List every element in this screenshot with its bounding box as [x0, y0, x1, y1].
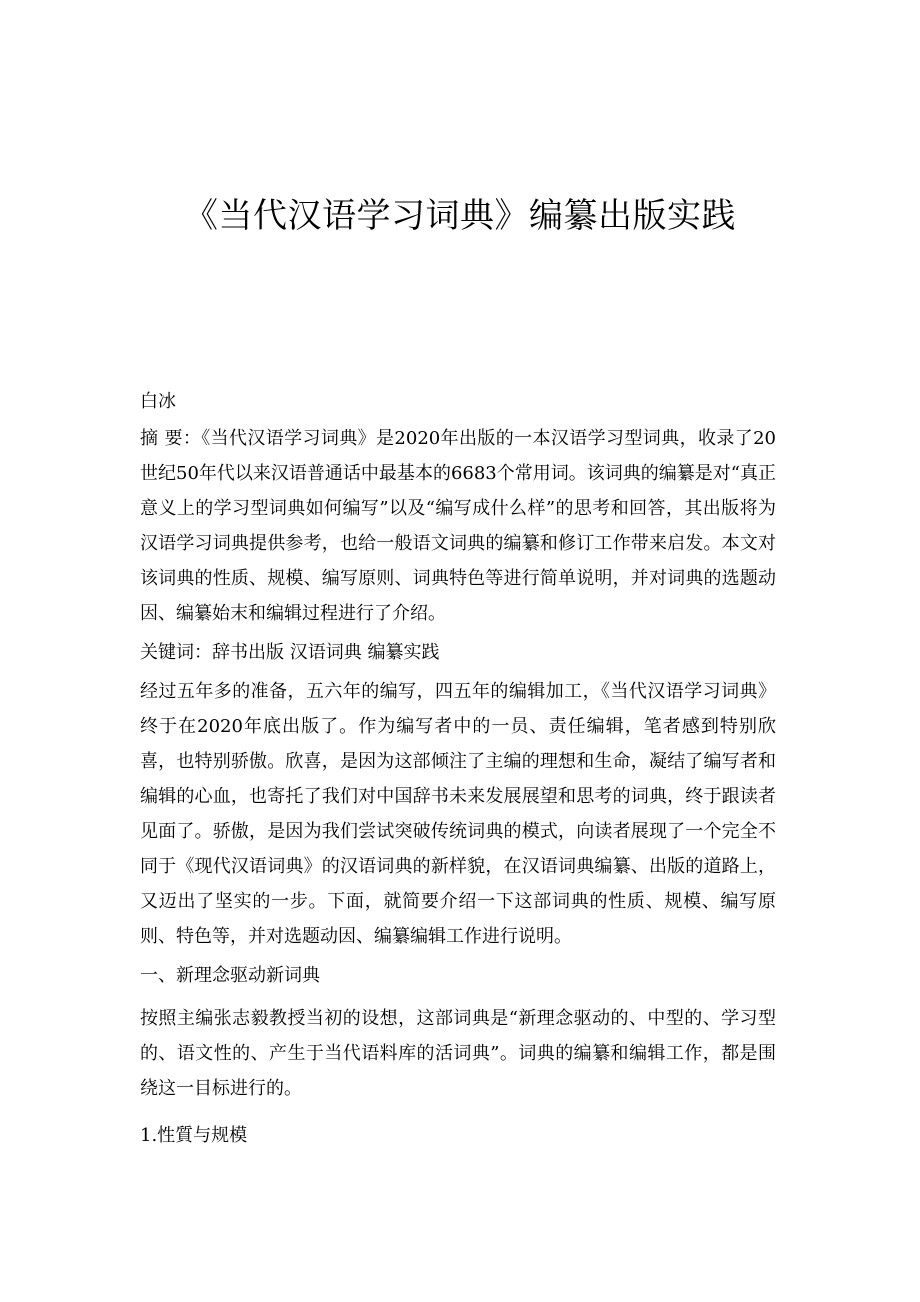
body-paragraph-section-1: 按照主编张志毅教授当初的设想，这部词典是“新理念驱动的、中型的、学习型的、语文性的、产生于当代语料库的活词典”。词典的编纂和编辑工作，都是围绕这一目标进行的。	[140, 1008, 776, 1099]
author-name: 白冰	[140, 391, 176, 412]
body-paragraph-intro: 经过五年多的准备，五六年的编写，四五年的编辑加工，《当代汉语学习词典》终于在2020年底出版了。作为编写者中的一员、责任编辑，笔者感到特别欣喜，也特别骄傲。欣喜，是因为这部倾注了主编的理想和生命，凝结了编写者和编辑的心血，也寄托了我们对中国辞书未来发展展望和思考的词典，终于跟读者见面了。骄傲，是因为我们尝试突破传统词典的模式，向读者展现了一个完全不同于《现代汉语词典》的汉语词典的新样貌，在汉语词典编纂、出版的道路上，又迈出了坚实的一步。下面，就简要介绍一下这部词典的性质、规模、编写原则、特色等，并对选题动因、编纂编辑工作进行说明。	[140, 681, 776, 947]
keywords-line: 关键词：辞书出版 汉语词典 编纂实践	[140, 642, 440, 663]
abstract-paragraph: 摘 要：《当代汉语学习词典》是2020年出版的一本汉语学习型词典，收录了20世纪50年代以来汉语普通话中最基本的6683个常用词。该词典的编纂是对“真正意义上的学习型词典如何编写”以及“编写成什么样”的思考和回答，其出版将为汉语学习词典提供参考，也给一般语文词典的编纂和修订工作带来启发。本文对该词典的性质、规模、编写原则、词典特色等进行简单说明，并对词典的选题动因、编纂始末和编辑过程进行了介绍。	[140, 428, 776, 624]
document-title: 《当代汉语学习词典》编纂出版实践	[184, 196, 736, 236]
section-heading-1: 一、新理念驱动新词典	[140, 965, 320, 986]
document-body	[140, 384, 776, 1153]
subsection-heading-1-1: 1.性質与规模	[140, 1125, 248, 1146]
